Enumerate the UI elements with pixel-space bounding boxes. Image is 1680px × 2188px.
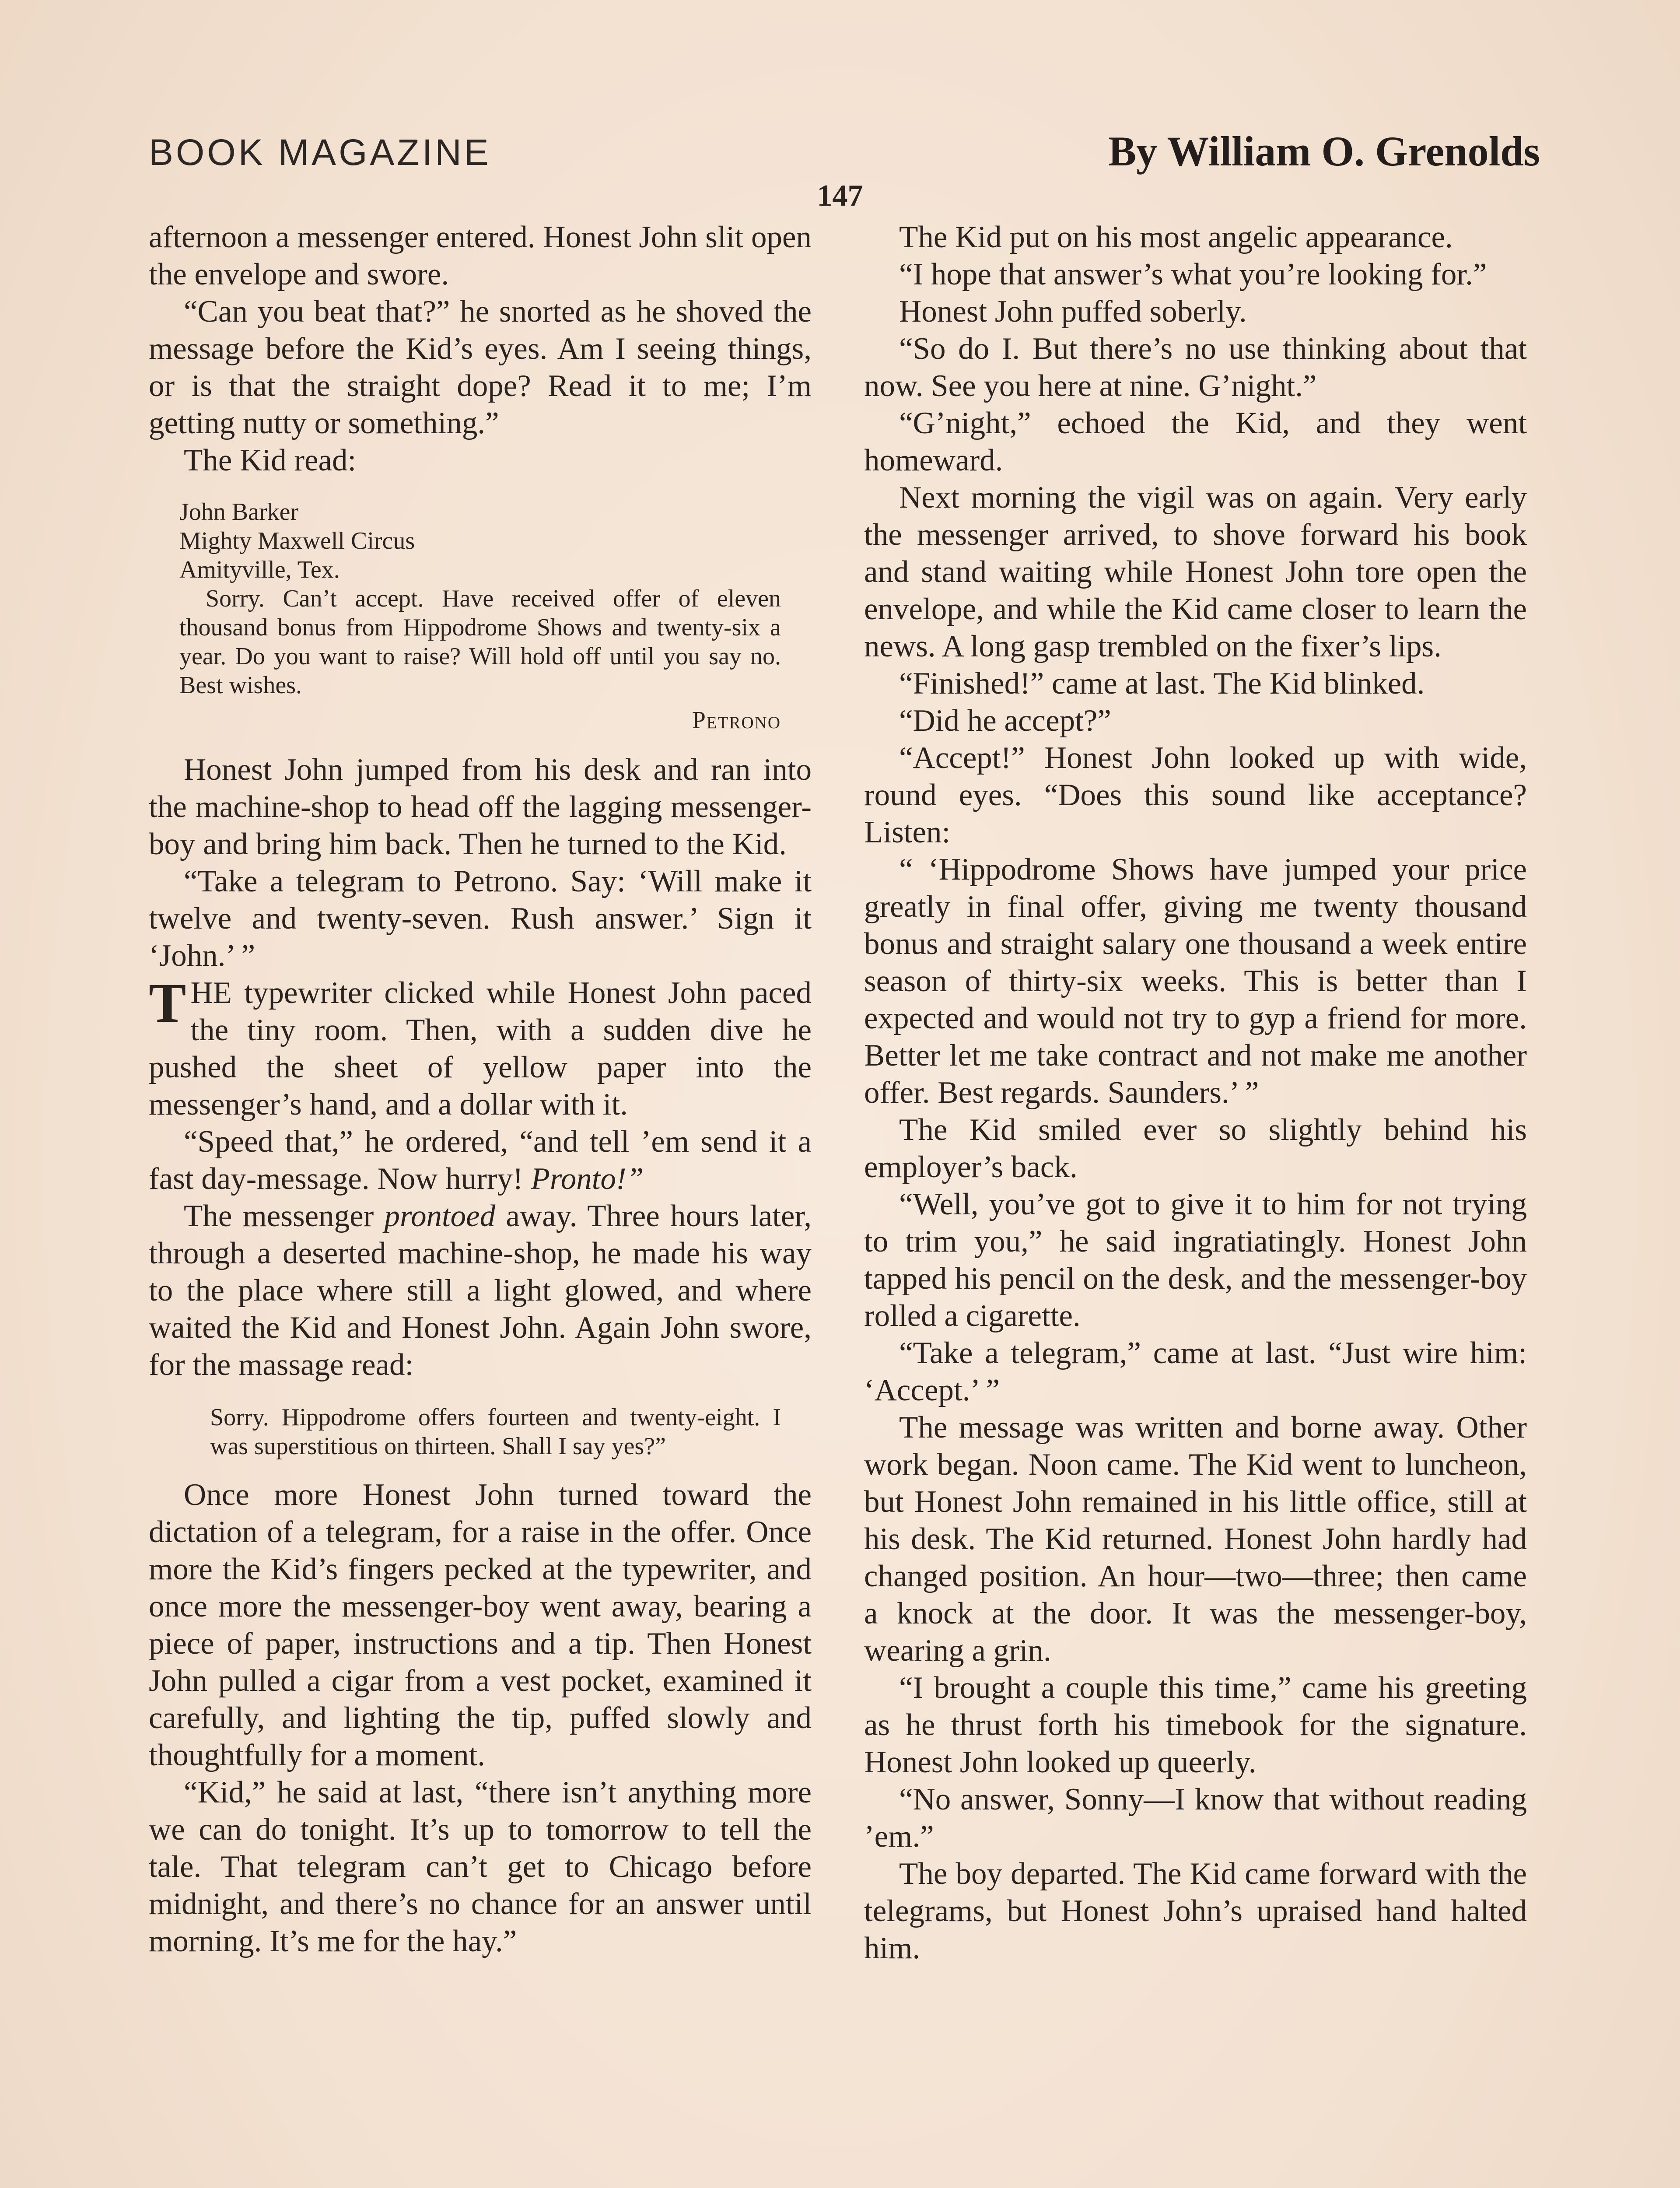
paragraph-text: “Speed that,” he ordered, “and tell ’em send it a fast day-message. Now hurry!	[149, 1125, 812, 1196]
telegram-recipient: John Barker	[179, 498, 299, 526]
telegram-block	[179, 498, 781, 735]
italic-text: Pronto!”	[531, 1162, 644, 1196]
paragraph: The boy departed. The Kid came forward with the telegrams, but Honest John’s upraised hand halted him.	[864, 1857, 1527, 1965]
paragraph: “I hope that answer’s what you’re looking for.”	[899, 257, 1487, 291]
paragraph: afternoon a messenger entered. Honest John slit open the envelope and swore.	[149, 220, 812, 291]
paragraph: “Finished!” came at last. The Kid blinked.	[899, 666, 1425, 701]
magazine-title: BOOK MAGAZINE	[149, 132, 491, 173]
drop-cap: T	[149, 972, 186, 1034]
paragraph-text: The messenger	[184, 1199, 385, 1233]
running-head	[149, 127, 1540, 175]
paragraph-text: away. Three hours later, through a deserted machine-shop, he made his way to the place where still a light glowed, and where waited the Kid and Honest John. Again John swore, for the massage read:	[149, 1199, 812, 1382]
section-opening-paragraph	[149, 972, 812, 1123]
paragraph	[149, 1123, 812, 1198]
paragraph: “Did he accept?”	[899, 704, 1111, 738]
paragraph: Honest John puffed soberly.	[899, 295, 1247, 329]
page-number: 147	[817, 179, 863, 213]
paragraph: Honest John jumped from his desk and ran into the machine-shop to head off the lagging messenger-boy and bring him back. Then he turned to the Kid.	[149, 753, 812, 861]
paragraph: “I brought a couple this time,” came his greeting as he thrust forth his timebook for the signature. Honest John looked up queerly.	[864, 1671, 1527, 1779]
paragraph: The Kid smiled ever so slightly behind his employer’s back.	[864, 1113, 1527, 1184]
paragraph: “Well, you’ve got to give it to him for not trying to trim you,” he said ingratiatingly. Honest John tapped his pencil on the desk, and the messenger-boy rolled a cigarette.	[864, 1187, 1527, 1333]
paragraph: “G’night,” echoed the Kid, and they went homeward.	[864, 406, 1527, 477]
paragraph: “So do I. But there’s no use thinking about that now. See you here at nine. G’night.”	[864, 332, 1527, 403]
telegram-body: Sorry. Can’t accept. Have received offer of eleven thousand bonus from Hippodrome Shows and twenty-six a year. Do you want to raise? Will hold off until you say no. Best wishes.	[179, 585, 781, 699]
paragraph: The Kid read:	[184, 443, 357, 477]
paragraph: “Can you beat that?” he snorted as he shoved the message before the Kid’s eyes. Am I seeing things, or is that the straight dope? Read it to me; I’m getting nutty or something.”	[149, 295, 812, 440]
telegram-recipient-org: Mighty Maxwell Circus	[179, 527, 415, 554]
paragraph: “Take a telegram to Petrono. Say: ‘Will make it twelve and twenty-seven. Rush answer.’ Sign it ‘John.’ ”	[149, 864, 812, 973]
paragraph	[149, 1198, 812, 1384]
paragraph: Next morning the vigil was on again. Very early the messenger arrived, to shove forward his book and stand waiting while Honest John tore open the envelope, and while the Kid came closer to learn the news. A long gasp trembled on the fixer’s lips.	[864, 480, 1527, 663]
paragraph-text: HE typewriter clicked while Honest John paced the tiny room. Then, with a sudden dive he pushed the sheet of yellow paper into the messenger’s hand, and a dollar with it.	[149, 976, 812, 1122]
telegram-block: Sorry. Hippodrome offers fourteen and twenty-eight. I was superstitious on thirteen. Shall I say yes?”	[210, 1404, 781, 1460]
telegram-signature: Petrono	[692, 707, 781, 734]
paragraph: Once more Honest John turned toward the dictation of a telegram, for a raise in the offer. Once more the Kid’s fingers pecked at the typewriter, and once more the messenger-boy went away, bearing a piece of paper, instructions and a tip. Then Honest John pulled a cigar from a vest pocket, examined it carefully, and lighting the tip, puffed slowly and thoughtfully for a moment.	[149, 1478, 812, 1772]
left-column	[149, 219, 812, 1960]
paragraph: “Accept!” Honest John looked up with wide, round eyes. “Does this sound like acceptance? Listen:	[864, 741, 1527, 849]
paragraph: The Kid put on his most angelic appearance.	[899, 220, 1453, 254]
italic-text: prontoed	[384, 1199, 496, 1233]
author-byline: By William O. Grenolds	[1108, 128, 1540, 175]
right-column	[864, 219, 1527, 1967]
paragraph: “Kid,” he said at last, “there isn’t anything more we can do tonight. It’s up to tomorrow to tell the tale. That telegram can’t get to Chicago before midnight, and there’s no chance for an answer until morning. It’s me for the hay.”	[149, 1775, 812, 1958]
telegram-recipient-location: Amityville, Tex.	[179, 556, 340, 583]
paragraph: “No answer, Sonny—I know that without reading ’em.”	[864, 1782, 1527, 1854]
paragraph: “ ‘Hippodrome Shows have jumped your price greatly in final offer, giving me twenty thousand bonus and straight salary one thousand a week entire season of thirty-six weeks. This is better than I expected and would not try to gyp a friend for more. Better let me take contract and not make me another offer. Best regards. Saunders.’ ”	[864, 852, 1527, 1110]
paragraph: “Take a telegram,” came at last. “Just wire him: ‘Accept.’ ”	[864, 1336, 1527, 1407]
paragraph: The message was written and borne away. Other work began. Noon came. The Kid went to luncheon, but Honest John remained in his little office, still at his desk. The Kid returned. Honest John hardly had changed position. An hour—two—three; then came a knock at the door. It was the messenger-boy, wearing a grin.	[864, 1410, 1527, 1668]
